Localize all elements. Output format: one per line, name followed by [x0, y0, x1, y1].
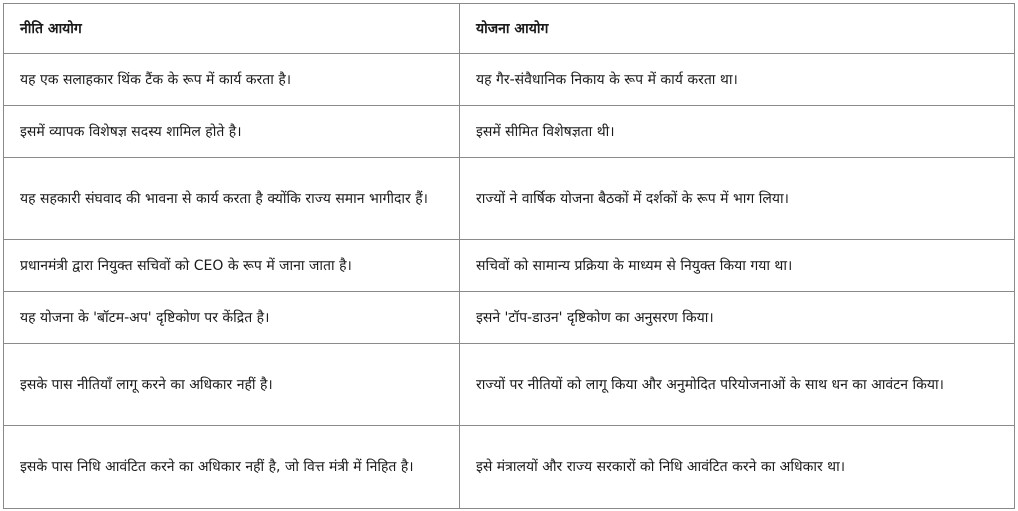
table-row [4, 426, 1015, 509]
cell-yojana: इसने 'टॉप-डाउन' दृष्टिकोण का अनुसरण किया। [460, 292, 1015, 344]
table-header-row [4, 4, 1015, 54]
table-row [4, 106, 1015, 158]
cell-niti: यह योजना के 'बॉटम-अप' दृष्टिकोण पर केंद्रित है। [4, 292, 460, 344]
cell-yojana: सचिवों को सामान्य प्रक्रिया के माध्यम से नियुक्त किया गया था। [460, 240, 1015, 292]
cell-niti: प्रधानमंत्री द्वारा नियुक्त सचिवों को CEO के रूप में जाना जाता है। [4, 240, 460, 292]
header-niti-aayog: नीति आयोग [4, 4, 460, 54]
cell-niti: इसमें व्यापक विशेषज्ञ सदस्य शामिल होते है। [4, 106, 460, 158]
comparison-table [3, 3, 1015, 509]
cell-yojana: राज्यों पर नीतियों को लागू किया और अनुमोदित परियोजनाओं के साथ धन का आवंटन किया। [460, 344, 1015, 426]
table-row [4, 158, 1015, 240]
cell-niti: इसके पास नीतियाँ लागू करने का अधिकार नहीं है। [4, 344, 460, 426]
cell-yojana: इसमें सीमित विशेषज्ञता थी। [460, 106, 1015, 158]
header-yojana-aayog: योजना आयोग [460, 4, 1015, 54]
table-row [4, 292, 1015, 344]
cell-niti: यह एक सलाहकार थिंक टैंक के रूप में कार्य करता है। [4, 54, 460, 106]
cell-niti: यह सहकारी संघवाद की भावना से कार्य करता है क्योंकि राज्य समान भागीदार हैं। [4, 158, 460, 240]
cell-yojana: यह गैर-संवैधानिक निकाय के रूप में कार्य करता था। [460, 54, 1015, 106]
cell-niti: इसके पास निधि आवंटित करने का अधिकार नहीं है, जो वित्त मंत्री में निहित है। [4, 426, 460, 509]
cell-yojana: इसे मंत्रालयों और राज्य सरकारों को निधि आवंटित करने का अधिकार था। [460, 426, 1015, 509]
cell-yojana: राज्यों ने वार्षिक योजना बैठकों में दर्शकों के रूप में भाग लिया। [460, 158, 1015, 240]
table-row [4, 240, 1015, 292]
table-row [4, 54, 1015, 106]
table-row [4, 344, 1015, 426]
